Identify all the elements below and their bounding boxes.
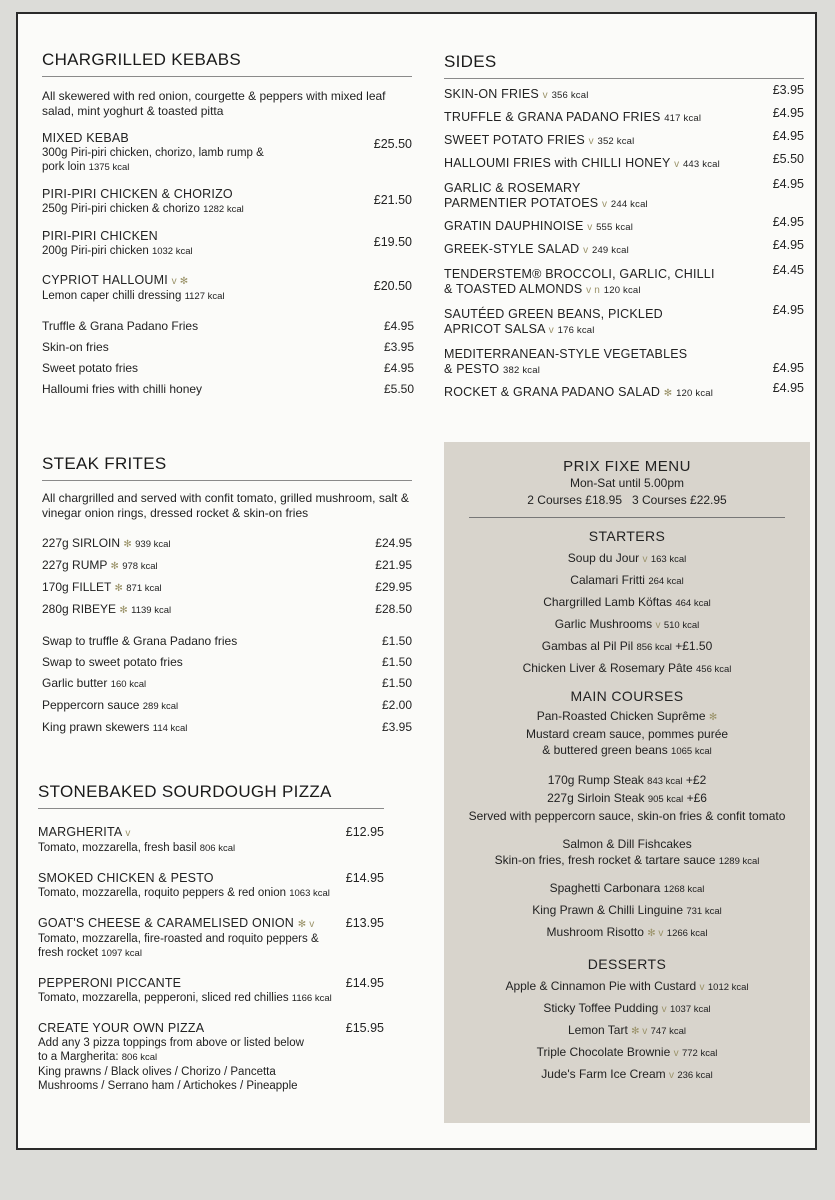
starter-item: Chargrilled Lamb Köftas 464 kcal <box>543 595 711 609</box>
pizza-title: STONEBAKED SOURDOUGH PIZZA <box>38 782 384 809</box>
steak-title: STEAK FRITES <box>42 454 412 481</box>
side-item: SAUTÉED GREEN BEANS, PICKLED APRICOT SALSA v 176 kcal £4.95 <box>444 303 804 336</box>
side-item: TRUFFLE & GRANA PADANO FRIES 417 kcal £4.95 <box>444 106 804 124</box>
starter-item: Chicken Liver & Rosemary Pâte 456 kcal <box>522 661 732 675</box>
sides-section <box>444 52 804 401</box>
dessert-item: Sticky Toffee Pudding v 1037 kcal <box>543 1001 711 1015</box>
dessert-item: Apple & Cinnamon Pie with Custard v 1012 kcal <box>505 979 749 993</box>
pizza-item: SMOKED CHICKEN & PESTO £14.95 Tomato, mozzarella, roquito peppers & red onion 1063 kcal <box>38 871 384 899</box>
desserts-title: DESSERTS <box>587 956 667 972</box>
steak-item: 280g RIBEYE ✻ 1139 kcal £28.50 <box>42 602 412 616</box>
menu-item: MIXED KEBAB £25.50 300g Piri-piri chicken, chorizo, lamb rump & pork loin 1375 kcal <box>42 131 412 173</box>
extra-item: Truffle & Grana Padano Fries £4.95 <box>42 319 414 333</box>
steak-extra: Garlic butter 160 kcal £1.50 <box>42 676 412 690</box>
kebabs-intro: All skewered with red onion, courgette & peppers with mixed leaf salad, mint yoghurt & toasted pitta <box>42 89 386 118</box>
side-item: ROCKET & GRANA PADANO SALAD ✻ 120 kcal £4.95 <box>444 381 804 399</box>
steak-intro: All chargrilled and served with confit tomato, grilled mushroom, salt & vinegar onion rings, dressed rocket & skin-on fries <box>42 491 409 520</box>
starter-item: Soup du Jour v 163 kcal <box>567 551 687 565</box>
mains-title: MAIN COURSES <box>570 688 684 704</box>
pizza-item: MARGHERITA v £12.95 Tomato, mozzarella, fresh basil 806 kcal <box>38 825 384 854</box>
steak-extra: Swap to sweet potato fries £1.50 <box>42 655 412 669</box>
main-item: 227g Sirloin Steak 905 kcal +£6 <box>547 791 707 805</box>
main-item: Salmon & Dill Fishcakes <box>562 837 692 851</box>
kebabs-section <box>42 50 412 400</box>
kebabs-title: CHARGRILLED KEBABS <box>42 50 412 77</box>
side-item: TENDERSTEM® BROCCOLI, GARLIC, CHILLI & TOASTED ALMONDS v n 120 kcal £4.45 <box>444 263 804 296</box>
dessert-item: Triple Chocolate Brownie v 772 kcal <box>536 1045 718 1059</box>
menu-item: PIRI-PIRI CHICKEN & CHORIZO £21.50 250g Piri-piri chicken & chorizo 1282 kcal <box>42 187 412 215</box>
main-item: King Prawn & Chilli Linguine 731 kcal <box>532 903 722 917</box>
side-item: GRATIN DAUPHINOISE v 555 kcal £4.95 <box>444 215 804 233</box>
side-item: GARLIC & ROSEMARY PARMENTIER POTATOES v 244 kcal £4.95 <box>444 177 804 210</box>
extra-item: Sweet potato fries £4.95 <box>42 361 414 375</box>
starter-item: Garlic Mushrooms v 510 kcal <box>554 617 700 631</box>
main-item: Pan-Roasted Chicken Suprême ✻ <box>536 709 718 723</box>
side-item: SWEET POTATO FRIES v 352 kcal £4.95 <box>444 129 804 147</box>
steak-item: 170g FILLET ✻ 871 kcal £29.95 <box>42 580 412 594</box>
divider <box>469 517 785 518</box>
dessert-item: Jude's Farm Ice Cream v 236 kcal <box>541 1067 713 1081</box>
side-item: HALLOUMI FRIES with CHILLI HONEY v 443 kcal £5.50 <box>444 152 804 170</box>
menu-item: CYPRIOT HALLOUMI v ✻ £20.50 Lemon caper chilli dressing 1127 kcal <box>42 273 412 302</box>
pizza-item: PEPPERONI PICCANTE £14.95 Tomato, mozzarella, pepperoni, sliced red chillies 1166 kcal <box>38 976 384 1004</box>
prix-fixe-panel: PRIX FIXE MENU Mon-Sat until 5.00pm 2 Courses £18.95 3 Courses £22.95 STARTERS Soup du Jour v 163 kcal Calamari Fritti 264 kcal Chargrilled Lamb Köftas 464 kcal Garlic Mushrooms v 510 kcal Gambas al Pil Pil 856 kcal +£1.50 Chicken Liver & Rosemary Pâte 456 kcal MAIN COURSES Pan-Roasted Chicken Suprême ✻ Mustard cream sauce, pommes purée & buttered green beans 1065 kcal 170g Rump Steak 843 kcal +£2 227g Sirloin Steak 905 kcal +£6 Served with peppercorn sauce, skin-on fries & confit tomato Salmon & Dill Fishcakes Skin-on fries, fresh rocket & tartare sauce 1289 kcal Spaghetti Carbonara 1268 kcal King Prawn & Chilli Linguine 731 kcal Mushroom Risotto ✻ v 1266 kcal DESSERTS Apple & Cinnamon Pie with Custard v 1012 kcal Sticky Toffee Pudding v 1037 kcal Lemon Tart ✻ v 747 kcal Triple Chocolate Brownie v 772 kcal Jude's Farm Ice Cream v 236 kcal <box>444 442 810 1123</box>
steak-extra: King prawn skewers 114 kcal £3.95 <box>42 720 412 734</box>
prix-courses: 2 Courses £18.95 3 Courses £22.95 <box>527 493 727 507</box>
prix-title: PRIX FIXE MENU <box>563 458 691 475</box>
extra-item: Halloumi fries with chilli honey £5.50 <box>42 382 414 396</box>
menu-item: PIRI-PIRI CHICKEN £19.50 200g Piri-piri chicken 1032 kcal <box>42 229 412 257</box>
create-pizza: CREATE YOUR OWN PIZZA £15.95 Add any 3 pizza toppings from above or listed below to a Margherita: 806 kcal King prawns / Black olives / Chorizo / Pancetta Mushrooms / Serrano ham / Artichokes / Pineapple <box>38 1021 384 1092</box>
dessert-item: Lemon Tart ✻ v 747 kcal <box>567 1023 687 1037</box>
prix-when: Mon-Sat until 5.00pm <box>569 476 685 490</box>
steak-section <box>42 454 412 739</box>
starters-title: STARTERS <box>588 528 666 544</box>
main-item: Spaghetti Carbonara 1268 kcal <box>549 881 705 895</box>
sides-title: SIDES <box>444 52 804 79</box>
side-item: GREEK-STYLE SALAD v 249 kcal £4.95 <box>444 238 804 256</box>
pizza-section <box>38 782 384 1093</box>
steak-item: 227g RUMP ✻ 978 kcal £21.95 <box>42 558 412 572</box>
menu-sheet <box>16 12 817 1150</box>
steak-item: 227g SIRLOIN ✻ 939 kcal £24.95 <box>42 536 412 550</box>
steak-extra: Peppercorn sauce 289 kcal £2.00 <box>42 698 412 712</box>
starter-item: Gambas al Pil Pil 856 kcal +£1.50 <box>541 639 713 653</box>
extra-item: Skin-on fries £3.95 <box>42 340 414 354</box>
main-item: Mushroom Risotto ✻ v 1266 kcal <box>546 925 708 939</box>
main-item: 170g Rump Steak 843 kcal +£2 <box>547 773 707 787</box>
steak-extra: Swap to truffle & Grana Padano fries £1.50 <box>42 634 412 648</box>
starter-item: Calamari Fritti 264 kcal <box>570 573 684 587</box>
side-item: MEDITERRANEAN-STYLE VEGETABLES & PESTO 382 kcal £4.95 <box>444 347 804 376</box>
side-item: SKIN-ON FRIES v 356 kcal £3.95 <box>444 83 804 101</box>
pizza-item: GOAT'S CHEESE & CARAMELISED ONION ✻ v £13.95 Tomato, mozzarella, fire-roasted and roquito peppers & fresh rocket 1097 kcal <box>38 916 384 959</box>
